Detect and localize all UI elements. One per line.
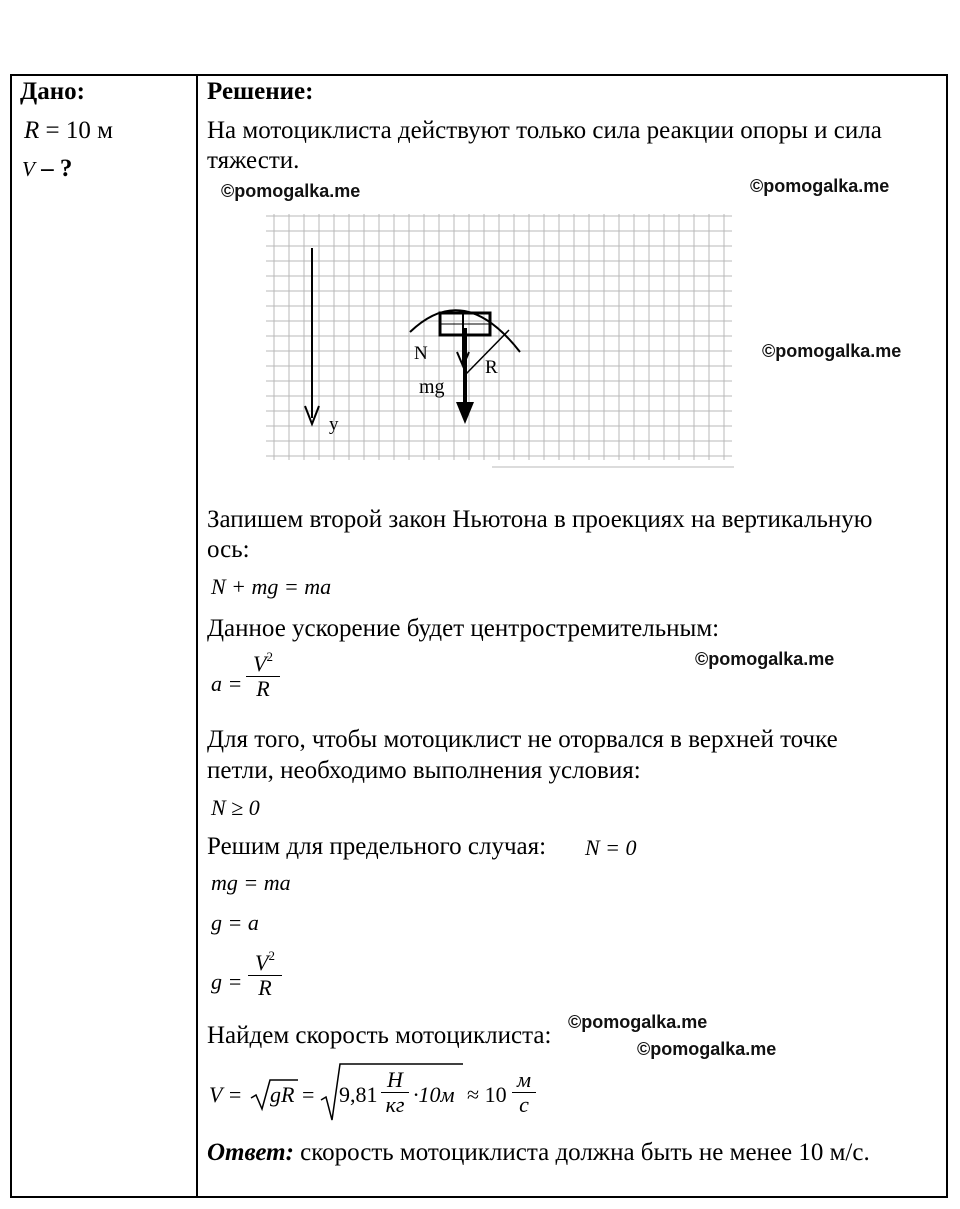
equation-condition: N ≥ 0 bbox=[211, 795, 260, 820]
equation-v-lhs: V = bbox=[209, 1082, 243, 1107]
fraction-unit-n-kg: Н кг bbox=[381, 1068, 409, 1117]
equation-a-lhs: a = bbox=[211, 671, 243, 696]
label-y: y bbox=[329, 414, 339, 435]
paragraph-condition-2: петли, необходимо выполнения условия: bbox=[207, 757, 641, 784]
paragraph-newton-2: ось: bbox=[207, 536, 250, 563]
equation-v-equals: = bbox=[302, 1082, 315, 1107]
equation-v-approx: ≈ 10 bbox=[467, 1082, 507, 1107]
answer-text: скорость мотоциклиста должна быть не менее 10 м/с. bbox=[293, 1139, 870, 1166]
given-unknown: V – ? bbox=[22, 155, 73, 182]
label-mg: mg bbox=[419, 376, 445, 398]
watermark: ©pomogalka.me bbox=[637, 1039, 777, 1059]
equation-limit: N = 0 bbox=[585, 835, 637, 860]
paragraph-condition-1: Для того, чтобы мотоциклист не оторвался в верхней точке bbox=[207, 726, 838, 753]
label-n: N bbox=[414, 343, 428, 364]
paragraph-newton-1: Запишем второй закон Ньютона в проекциях на вертикальную bbox=[207, 506, 873, 533]
paragraph-speed: Найдем скорость мотоциклиста: bbox=[207, 1022, 552, 1049]
fraction-unit-m-s: м с bbox=[512, 1068, 536, 1117]
equation-mg-ma: mg = ma bbox=[211, 870, 291, 895]
paragraph-limit: Решим для предельного случая: bbox=[207, 833, 547, 860]
watermark: ©pomogalka.me bbox=[568, 1012, 708, 1032]
label-r: R bbox=[485, 357, 498, 378]
watermark: ©pomogalka.me bbox=[221, 181, 361, 201]
equation-v-mult: ·10м bbox=[413, 1082, 455, 1107]
equation-newton: N + mg = ma bbox=[211, 574, 332, 599]
equation-g-lhs: g = bbox=[211, 969, 243, 994]
answer-label: Ответ: bbox=[207, 1139, 294, 1166]
force-diagram bbox=[262, 210, 737, 475]
equation-v-root1: gR bbox=[270, 1082, 295, 1107]
watermark: ©pomogalka.me bbox=[762, 341, 902, 361]
watermark: ©pomogalka.me bbox=[750, 176, 890, 196]
answer-line bbox=[207, 1138, 870, 1168]
fraction-g: $V^2$ R bbox=[248, 951, 282, 1000]
column-divider bbox=[196, 74, 198, 1198]
paragraph-centripetal: Данное ускорение будет центростремительным: bbox=[207, 615, 720, 642]
fraction-v2-r: $V^2$ R bbox=[246, 652, 280, 701]
solution-header: Решение: bbox=[207, 78, 314, 105]
given-header: Дано: bbox=[20, 78, 85, 105]
paragraph-forces-2: тяжести. bbox=[207, 147, 300, 174]
watermark: ©pomogalka.me bbox=[695, 649, 835, 669]
equation-v-number: 9,81 bbox=[339, 1082, 378, 1107]
paragraph-forces-1: На мотоциклиста действуют только сила реакции опоры и сила bbox=[207, 117, 882, 144]
given-radius: R = 10 м bbox=[24, 117, 113, 144]
equation-g-a: g = a bbox=[211, 910, 259, 935]
